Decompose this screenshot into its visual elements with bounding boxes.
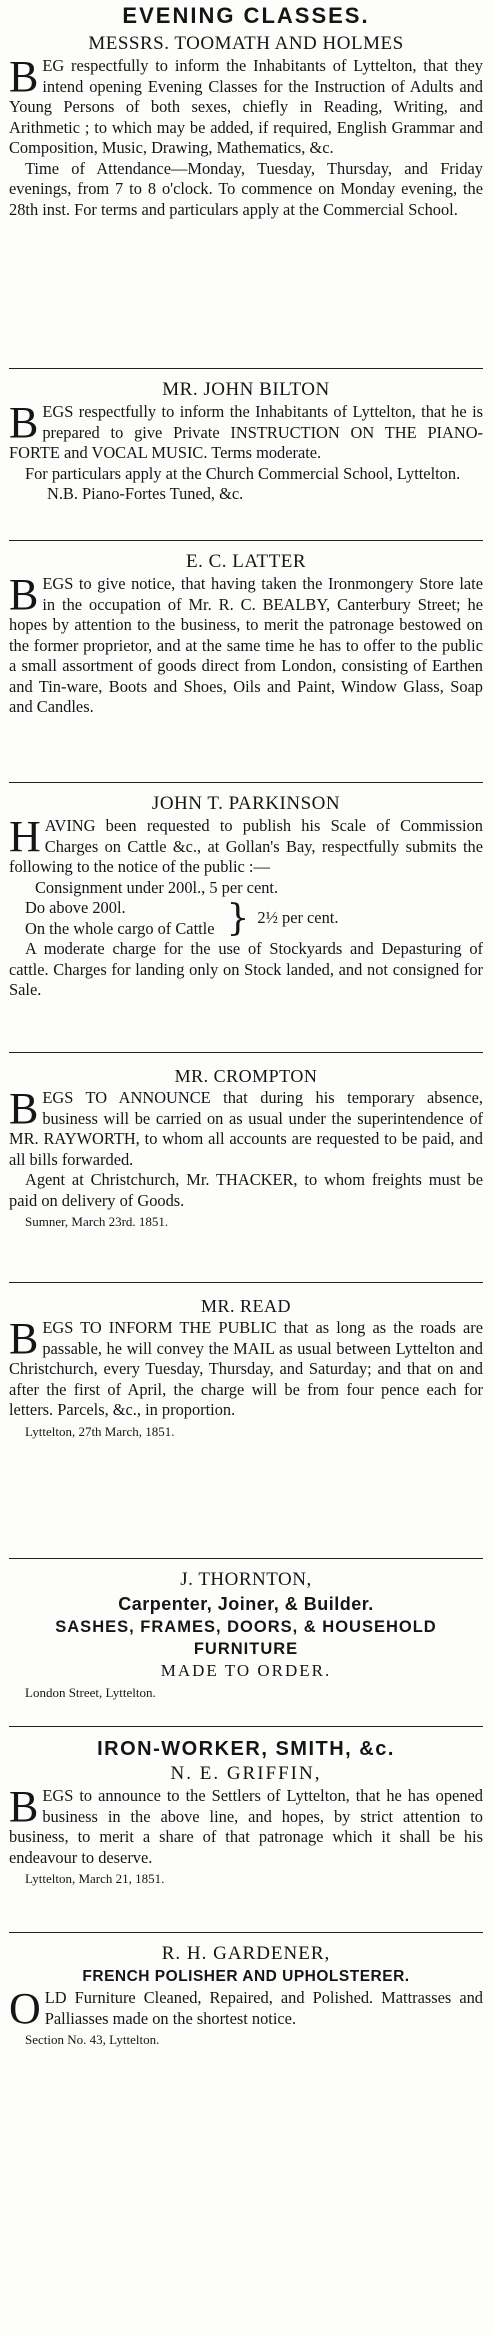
drop-cap: B	[9, 1782, 39, 1831]
ad-rh-gardener	[9, 1942, 483, 2048]
charge-group	[9, 898, 483, 939]
divider-rule	[9, 782, 483, 783]
drop-cap: B	[9, 398, 39, 447]
ad-evening-classes	[9, 2, 483, 220]
divider-rule	[9, 1932, 483, 1933]
drop-cap: O	[9, 1984, 41, 2033]
ad-subheading: N. E. GRIFFIN,	[170, 1763, 322, 1784]
ad-mr-crompton	[9, 1064, 483, 1230]
ad-heading: JOHN T. PARKINSON	[151, 793, 341, 814]
ad-heading: MR. JOHN BILTON	[162, 379, 330, 400]
ad-body-2: For particulars apply at the Church Commercial School, Lyttelton.	[25, 463, 461, 483]
ad-ec-latter	[9, 550, 483, 718]
ad-line-4: MADE TO ORDER.	[160, 1661, 332, 1680]
divider-rule	[9, 368, 483, 369]
ad-signature: Section No. 43, Lyttelton.	[25, 2032, 160, 2047]
ad-signature: London Street, Lyttelton.	[25, 1685, 156, 1700]
ad-body-2: Agent at Christchurch, Mr. THACKER, to whom freights must be paid on delivery of Goods.	[9, 1170, 483, 1210]
ad-ne-griffin	[9, 1736, 483, 1887]
ad-heading: MR. READ	[200, 1296, 291, 1316]
ad-line-1: Carpenter, Joiner, & Builder.	[118, 1594, 374, 1614]
ad-mr-read	[9, 1294, 483, 1440]
divider-rule	[9, 1726, 483, 1727]
charge-line-1: Consignment under 200l., 5 per cent.	[35, 877, 279, 897]
divider-rule	[9, 540, 483, 541]
ad-heading: J. THORNTON,	[180, 1569, 312, 1590]
divider-rule	[9, 1052, 483, 1053]
charge-rate: 2½ per cent.	[257, 908, 339, 928]
ad-body: BEGS to give notice, that having taken the Ironmongery Store late in the occupation of Mr. R. C. BEALBY, Canterbury Street; he hopes by attention to the business, to merit the patronage bestowed on the former proprietor, and at the same time he has to offer to the public a small assortment of goods direct from London, consisting of Earthen and Tin-ware, Boots and Shoes, Oils and Paint, Window Glass, Soap and Candles.	[9, 570, 483, 716]
ad-heading: EVENING CLASSES.	[122, 3, 370, 28]
ad-signature: Sumner, March 23rd. 1851.	[25, 1214, 169, 1229]
ad-subheading: MESSRS. TOOMATH AND HOLMES	[88, 33, 404, 54]
drop-cap: B	[9, 1314, 39, 1363]
ad-body: HAVING been requested to publish his Scale of Commission Charges on Cattle &c., at Gollan's Bay, respectfully submits the following to the notice of the public :—	[9, 812, 483, 876]
ad-john-parkinson	[9, 792, 483, 1001]
drop-cap: B	[9, 52, 39, 101]
ad-line-3: FURNITURE	[193, 1640, 299, 1658]
ad-body: BEGS respectfully to inform the Inhabitants of Lyttelton, that he is prepared to give Private INSTRUCTION ON THE PIANO-FORTE and VOCAL MUSIC. Terms moderate.	[9, 398, 483, 462]
ad-john-bilton	[9, 378, 483, 505]
charge-line-2: Do above 200l.	[25, 898, 126, 917]
ad-signature: Lyttelton, 27th March, 1851.	[25, 1423, 175, 1439]
ad-body: BEGS TO ANNOUNCE that during his temporary absence, business will be carried on as usual under the superintendence of MR. RAYWORTH, to whom all accounts are requested to be paid, and all bills forwarded.	[9, 1084, 483, 1169]
drop-cap: B	[9, 570, 39, 619]
brace-icon: }	[226, 897, 250, 939]
drop-cap: H	[9, 812, 41, 861]
ad-body: BEGS to announce to the Settlers of Lyttelton, that he has opened business in the above line, and hopes, by strict attention to business, to merit a share of that patronage which it shall be his endeavour to deserve.	[9, 1782, 483, 1867]
ad-heading: IRON-WORKER, SMITH, &c.	[97, 1738, 395, 1760]
ad-body-2: Time of Attendance—Monday, Tuesday, Thursday, and Friday evenings, from 7 to 8 o'clock. To commence on Monday evening, the 28th inst. For terms and particulars apply at the Commercial School.	[9, 158, 483, 219]
ad-heading: E. C. LATTER	[186, 551, 306, 572]
ad-body: BEG respectfully to inform the Inhabitants of Lyttelton, that they intend opening Evening Classes for the Instruction of Adults and Young Persons of both sexes, chiefly in Reading, Writing, and Arithmetic ; to which may be added, if required, English Grammar and Composition, Music, Drawing, Mathematics, &c.	[9, 52, 483, 157]
ad-body: BEGS TO INFORM THE PUBLIC that as long as the roads are passable, he will convey the MAIL as usual between Lyttelton and Christchurch, every Tuesday, Thursday, and Saturday; and that on and after the first of April, the charge will be from four pence each for letters. Parcels, &c., in proportion.	[9, 1314, 483, 1419]
divider-rule	[9, 1558, 483, 1559]
ad-j-thornton	[9, 1568, 483, 1701]
ad-subheading: FRENCH POLISHER AND UPHOLSTERER.	[82, 1968, 410, 1985]
ad-body-2: A moderate charge for the use of Stockyards and Depasturing of cattle. Charges for landing only on Stock landed, and not consigned for Sale.	[9, 939, 483, 999]
ad-body: OLD Furniture Cleaned, Repaired, and Polished. Mattrasses and Palliasses made on the shortest notice.	[9, 1984, 483, 2033]
ad-heading: R. H. GARDENER,	[161, 1943, 331, 1964]
charge-line-3: On the whole cargo of Cattle	[25, 918, 215, 938]
ad-note: N.B. Piano-Fortes Tuned, &c.	[47, 484, 244, 503]
drop-cap: B	[9, 1084, 39, 1133]
ad-line-2: SASHES, FRAMES, DOORS, & HOUSEHOLD	[55, 1618, 437, 1636]
ad-heading: MR. CROMPTON	[174, 1066, 318, 1086]
divider-rule	[9, 1282, 483, 1283]
ad-signature: Lyttelton, March 21, 1851.	[25, 1871, 165, 1886]
